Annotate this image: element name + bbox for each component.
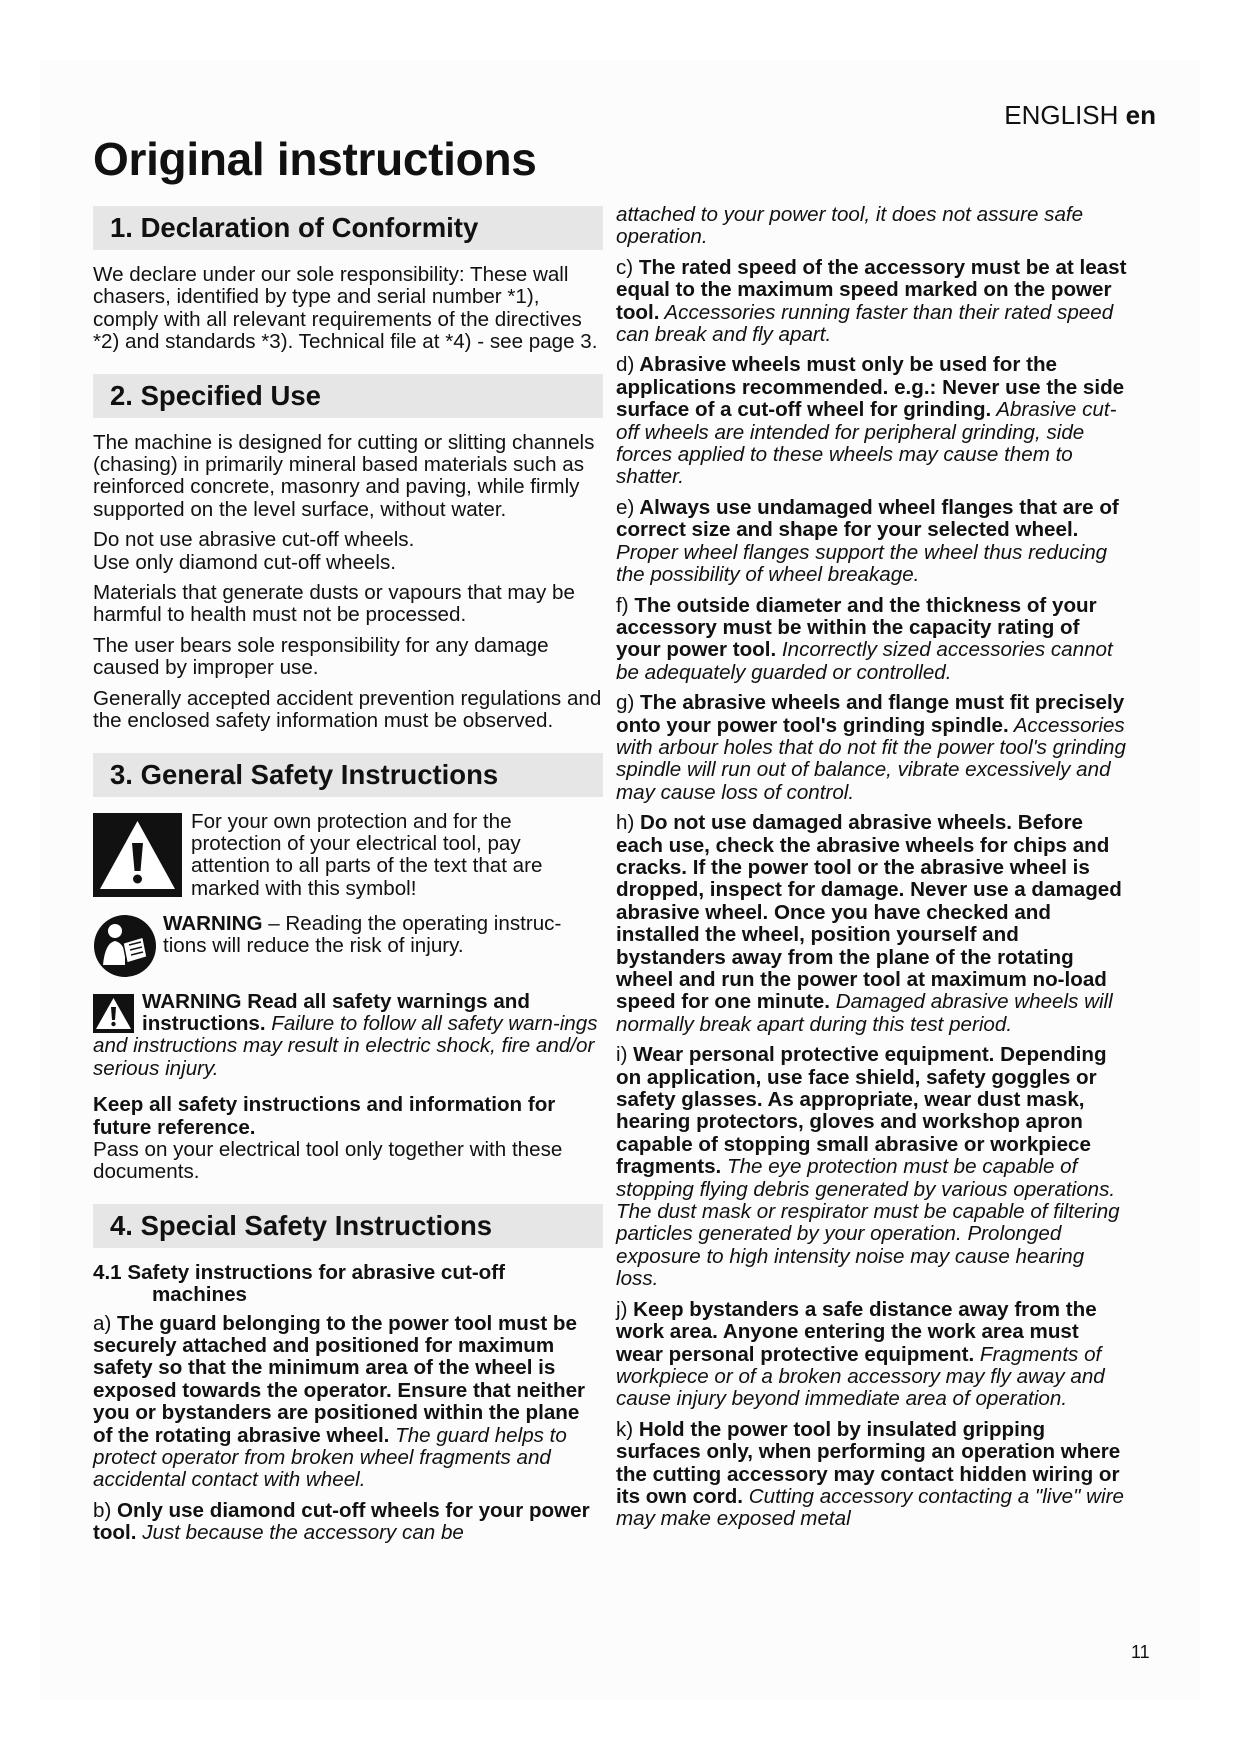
instruction-b-italic: Just because the accessory can be <box>136 1521 464 1545</box>
subsection-heading-line1: 4.1 Safety instructions for abrasive cut-off <box>93 1260 505 1284</box>
read-manual-icon <box>93 913 157 979</box>
instruction-h-bold: Do not use damaged abrasive wheels. Before each use, check the abrasive wheels for chips and cracks. If the power tool or the abrasive wheel is dropped, inspect for damage. Never use a damaged abrasive wheel. Once you have checked and installed the wheel, position yourself and bystanders away from the plane of the rotating wheel and run the power tool at maximum no-load speed for one minute. <box>616 811 1122 1014</box>
item-label: j) <box>616 1297 628 1321</box>
right-column <box>616 204 1128 1539</box>
subsection-heading <box>93 1262 603 1307</box>
specified-use-paragraph: The machine is designed for cutting or slitting channels (chasing) in primarily mineral based materials such as reinforced concrete, masonry and paving, while firmly supported on the level surface, without water. <box>93 430 595 521</box>
language-header <box>1004 100 1156 131</box>
diamond-note: Use only diamond cut-off wheels. <box>93 550 396 574</box>
left-column <box>93 206 603 1553</box>
instruction-b-bold: Only use diamond cut-off wheels for your power tool. <box>93 1498 590 1545</box>
section-heading-special-safety: 4. Special Safety Instructions <box>93 1204 603 1248</box>
specified-use-paragraph <box>93 529 603 574</box>
specified-use-paragraph: Materials that generate dusts or vapours that may be harmful to health must not be processed. <box>93 581 575 627</box>
declaration-text: We declare under our sole responsibility: These wall chasers, identified by type and serial number *1), comply with all relevant requirements of the directives *2) and standards *3). Technical file at *4) - see page 3. <box>93 263 598 354</box>
section-heading-specified-use: 2. Specified Use <box>93 374 603 418</box>
instruction-a-bold: The guard belonging to the power tool must be securely attached and positioned for maximum safety so that the minimum area of the wheel is exposed towards the operator. Ensure that neither you or bystanders are positioned within the plane of the rotating abrasive wheel. <box>93 1311 586 1447</box>
keep-instructions <box>93 1094 603 1184</box>
instruction-j-bold: Keep bystanders a safe distance away from the work area. Anyone entering the work area must wear personal protective equipment. <box>616 1297 1097 1366</box>
warning-symbol-block <box>93 811 603 901</box>
instruction-j-italic: Fragments of workpiece or of a broken accessory may fly away and cause injury beyond immediate area of operation. <box>616 1342 1105 1411</box>
instruction-h <box>616 812 1128 1036</box>
instruction-k <box>616 1419 1128 1531</box>
instruction-i-bold: Wear personal protective equipment. Depending on application, use face shield, safety goggles or safety glasses. As appropriate, wear dust mask, hearing protectors, gloves and workshop apron capable of stopping small abrasive or workpiece fragments. <box>616 1043 1107 1179</box>
keep-instructions-bold: Keep all safety instructions and information for future reference. <box>93 1093 556 1139</box>
subsection-heading-line2: machines <box>152 1283 248 1307</box>
instruction-g-italic: Accessories with arbour holes that do not fit the power tool's grinding spindle will run out of balance, vibrate excessively and may cause loss of control. <box>616 713 1126 804</box>
item-label: h) <box>616 811 635 835</box>
read-instructions-block <box>93 913 603 973</box>
instruction-b <box>93 1500 603 1545</box>
instruction-h-italic: Damaged abrasive wheels will normally break apart during this test period. <box>616 990 1113 1036</box>
keep-instructions-text: Pass on your electrical tool only together with these documents. <box>93 1137 563 1184</box>
language-code: en <box>1125 100 1156 130</box>
item-label: b) <box>93 1498 112 1522</box>
instruction-g-bold: The abrasive wheels and flange must fit precisely onto your power tool's grinding spindle. <box>616 691 1125 737</box>
item-label: c) <box>616 255 634 279</box>
specified-use-paragraph: Generally accepted accident prevention regulations and the enclosed safety information must be observed. <box>93 686 602 733</box>
instruction-a <box>93 1313 603 1492</box>
section-heading-general-safety: 3. General Safety Instructions <box>93 753 603 797</box>
instruction-k-bold: Hold the power tool by insulated gripping surfaces only, when performing an operation where the cutting accessory may contact hidden wiring or its own cord. <box>616 1417 1121 1508</box>
specified-use-paragraph: The user bears sole responsibility for any damage caused by improper use. <box>93 633 549 680</box>
instruction-g <box>616 692 1128 804</box>
instruction-i <box>616 1044 1128 1290</box>
instruction-c-italic: Accessories running faster than their rated speed can break and fly apart. <box>616 300 1114 347</box>
item-label: i) <box>616 1043 628 1067</box>
instruction-c-bold: The rated speed of the accessory must be at least equal to the maximum speed marked on the power tool. <box>616 255 1127 324</box>
item-label: d) <box>616 353 635 377</box>
item-label: g) <box>616 691 635 715</box>
instruction-d-italic: Abrasive cut-off wheels are intended for peripheral grinding, side forces applied to these wheels may cause them to shatter. <box>616 398 1117 489</box>
instruction-f-italic: Incorrectly sized accessories cannot be adequately guarded or controlled. <box>616 638 1113 684</box>
warning-triangle-icon <box>93 813 182 897</box>
item-label: f) <box>616 593 629 617</box>
instruction-i-italic: The eye protection must be capable of stopping flying debris generated by various operations. The dust mask or respirator must be capable of filtering particles generated by your operation. Prolonged exposure to high intensity noise may cause hearing loss. <box>616 1155 1120 1291</box>
item-label: e) <box>616 495 635 519</box>
language-name: ENGLISH <box>1004 100 1119 130</box>
read-instructions-text <box>163 913 603 958</box>
page-title: Original instructions <box>93 133 537 185</box>
instruction-a-italic: The guard helps to protect operator from broken wheel fragments and accidental contact with wheel. <box>93 1423 567 1492</box>
instruction-d-bold: Abrasive wheels must only be used for the applications recommended. e.g.: Never use the side surface of a cut-off wheel for grinding. <box>616 353 1125 422</box>
instruction-d <box>616 354 1128 488</box>
instruction-e <box>616 497 1128 587</box>
instruction-k-italic: Cutting accessory contacting a "live" wire may make exposed metal <box>616 1484 1124 1531</box>
item-label: k) <box>616 1417 634 1441</box>
warning-read-all-bold: WARNING Read all safety warnings and instructions. <box>142 989 530 1035</box>
instruction-e-italic: Proper wheel flanges support the wheel thus reducing the possibility of wheel breakage. <box>616 540 1108 587</box>
page-number: 11 <box>1131 1642 1150 1662</box>
symbol-explanation: For your own protection and for the protection of your electrical tool, pay attention to all parts of the text that are marked with this symbol! <box>191 809 543 900</box>
instruction-b-continued: attached to your power tool, it does not assure safe operation. <box>616 203 1084 249</box>
instruction-f-bold: The outside diameter and the thickness of your accessory must be within the capacity rating of your power tool. <box>616 593 1097 662</box>
warning-triangle-small-icon <box>93 994 134 1033</box>
warning-read-all-italic: Failure to follow all safety warn-ings and instructions may result in electric shock, fire and/or serious injury. <box>93 1011 598 1080</box>
instruction-c <box>616 257 1128 347</box>
item-label: a) <box>93 1311 112 1335</box>
instruction-f <box>616 595 1128 685</box>
section-heading-declaration: 1. Declaration of Conformity <box>93 206 603 250</box>
instruction-e-bold: Always use undamaged wheel flanges that are of correct size and shape for your selected wheel. <box>616 495 1119 542</box>
instruction-j <box>616 1299 1128 1411</box>
read-warning-label: WARNING <box>163 911 263 935</box>
read-warning-body: – Reading the operating instruc-tions will reduce the risk of injury. <box>163 911 562 957</box>
abrasive-note: Do not use abrasive cut-off wheels. <box>93 528 415 552</box>
warning-read-all <box>93 991 603 1081</box>
